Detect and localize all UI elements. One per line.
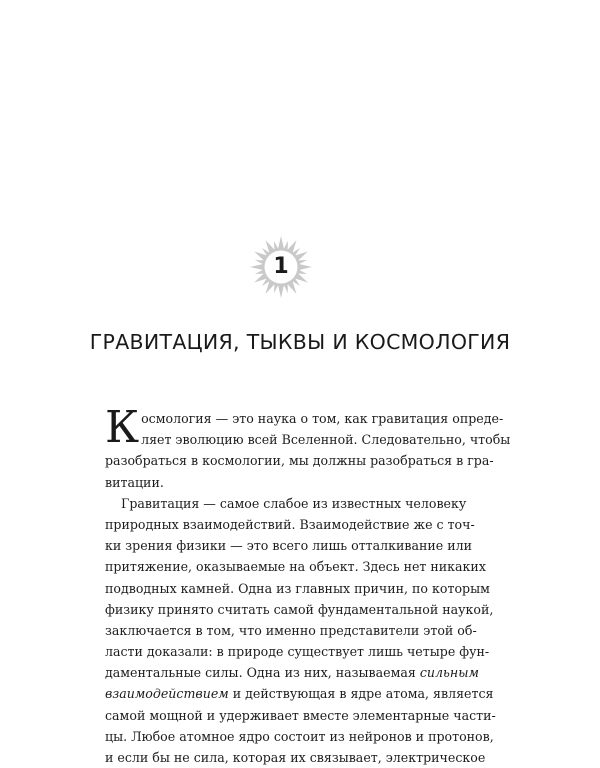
text-line: подводных камней. Одна из главных причин, по которым [105,580,490,596]
text-line: ки зрения физики — это всего лишь отталкивание или [105,538,473,554]
drop-cap: К [105,402,140,453]
text-line: ляет эволюцию всей Вселенной. Следовательно, чтобы [141,432,511,448]
text-line: осмология — это наука о том, как гравитация опреде- [141,411,504,426]
text-line: витации. [105,474,164,490]
text-line: самой мощной и удерживает вместе элементарные части- [105,707,496,723]
paragraph-2 [105,493,496,768]
text-fragment: и действующая в ядре атома, является [232,686,494,702]
text-line: и если бы не сила, которая их связывает, электрическое [105,750,486,765]
italic-term: сильным [419,665,479,681]
chapter-title: ГРАВИТАЦИЯ, ТЫКВЫ И КОСМОЛОГИЯ [89,330,511,354]
text-line: разобраться в космологии, мы должны разобраться в гра- [105,453,494,469]
chapter-number: 1 [273,254,289,279]
text-line: природных взаимодействий. Взаимодействие же с точ- [105,516,475,532]
chapter-emblem [250,236,312,298]
text-line: ласти доказали: в природе существует лишь четыре фун- [105,644,490,660]
text-line: Гравитация — самое слабое из известных человеку [121,495,467,511]
text-line: притяжение, оказываемые на объект. Здесь нет никаких [105,559,486,575]
text-fragment: даментальные силы. Одна из них, называемая [105,665,416,681]
body-text [105,402,511,768]
text-line: заключается в том, что именно представители этой об- [105,622,477,638]
text-line: цы. Любое атомное ядро состоит из нейронов и протонов, [105,728,494,744]
text-line: физику принято считать самой фундаментальной наукой, [105,601,494,617]
text-line-with-italic [105,683,494,704]
paragraph-1 [105,402,511,493]
text-line-with-italic [105,662,479,683]
italic-term: взаимодействием [105,686,229,702]
